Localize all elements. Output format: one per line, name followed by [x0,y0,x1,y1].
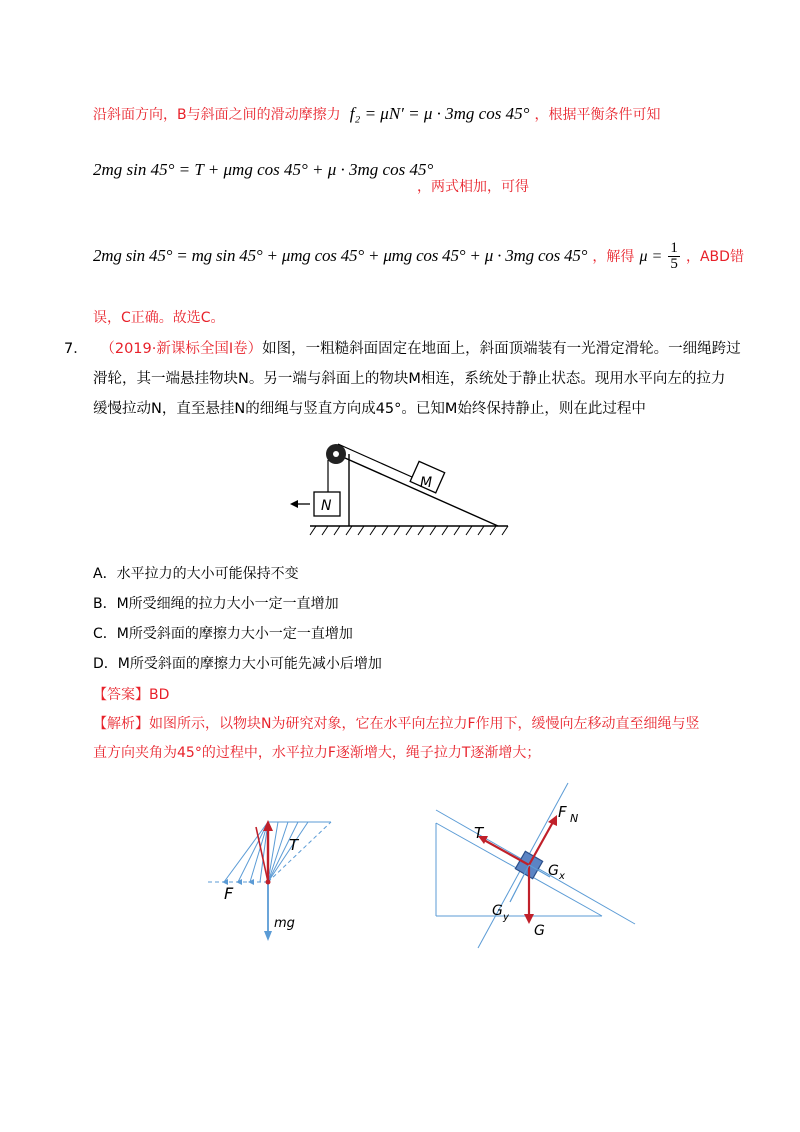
formula-line-3 [93,241,744,272]
label-g: G [534,923,545,939]
label-gy-sub: y [503,912,509,923]
text-line-1-prefix: 沿斜面方向，B与斜面之间的滑动摩擦力 [93,107,341,123]
analysis-text-1: 如图所示，以物块N为研究对象，它在水平向左拉力F作用下，缓慢向左移动直至细绳与竖 [149,716,700,732]
analysis-line-1 [93,713,700,733]
gravity-arrow-head-icon [264,931,272,941]
question-number: 7． [64,341,88,357]
question-7-line-1 [64,334,741,364]
question-text-1: 如图，一粗糙斜面固定在地面上，斜面顶端装有一光滑定滑轮。一细绳跨过 [262,341,741,357]
pulley-axle [333,451,339,457]
option-a[interactable]: A．水平拉力的大小可能保持不变 [93,566,299,582]
text-line-1-suffix: ，根据平衡条件可知 [534,107,661,123]
pull-arrow-head-icon [290,500,298,508]
fraction-one-fifth [668,241,680,272]
analysis-text-2: 直方向夹角为45°的过程中，水平拉力F逐渐增大，绳子拉力T逐渐增大； [93,745,541,761]
fraction-numerator: 1 [670,240,678,256]
text-line-3-middle: ，解得 [592,249,635,265]
block-m-label: M [420,475,433,491]
object-point [266,880,271,885]
formula-balance-2: 2mg sin 45° = mg sin 45° + μmg cos 45° + μmg cos 45° + μ · 3mg cos 45° [93,246,588,265]
text-line-2-suffix: ，两式相加，可得 [417,179,529,195]
label-gx: G [548,863,559,879]
question-source: （2019·新课标全国Ⅰ卷） [100,341,263,357]
normal-force-arrow [529,822,553,865]
block-n-label: N [321,498,332,514]
answer-tag: 【答案】 [93,687,149,703]
figure-incline-pulley [280,432,520,542]
formula-balance-1: 2mg sin 45° = T + μmg cos 45° + μ · 3mg cos 45° [93,160,434,179]
formula-friction: f₂ = μN′ = μ · 3mg cos 45° [349,104,530,123]
option-b[interactable]: B．M所受细绳的拉力大小一定一直增加 [93,596,339,612]
text-line-3-suffix: ，ABD错 [685,249,744,265]
label-t: T [474,824,484,842]
label-f: F [224,884,234,903]
analysis-tag: 【解析】 [93,716,149,732]
label-t: T [289,836,299,854]
label-gx-sub: x [559,871,565,882]
figure-force-triangle [188,805,348,950]
figure-free-body-incline [430,778,650,953]
answer-value: BD [149,687,170,703]
option-d[interactable]: D．M所受斜面的摩擦力大小可能先减小后增加 [93,656,382,672]
question-text-3: 缓慢拉动N，直至悬挂N的细绳与竖直方向成45°。已知M始终保持静止，则在此过程中 [93,401,646,417]
text-line-4: 误，C正确。故选C。 [93,310,225,326]
answer-line [93,684,169,704]
tension-force-arrow [484,840,529,865]
formula-mu: μ = [639,248,663,265]
ground-hatching [310,526,508,535]
label-gy: G [492,903,503,919]
question-text-2: 滑轮，其一端悬挂物块N。另一端与斜面上的物块M相连，系统处于静止状态。现用水平向左的拉力 [93,371,726,387]
label-fn-sub: N [570,812,579,825]
formula-line-2 [93,160,433,180]
gravity-force-head-icon [524,914,534,924]
fraction-denominator: 5 [670,256,678,272]
label-fn: F [558,803,567,821]
formula-line-1 [93,104,660,124]
label-mg: mg [274,916,295,931]
option-c[interactable]: C．M所受斜面的摩擦力大小一定一直增加 [93,626,353,642]
